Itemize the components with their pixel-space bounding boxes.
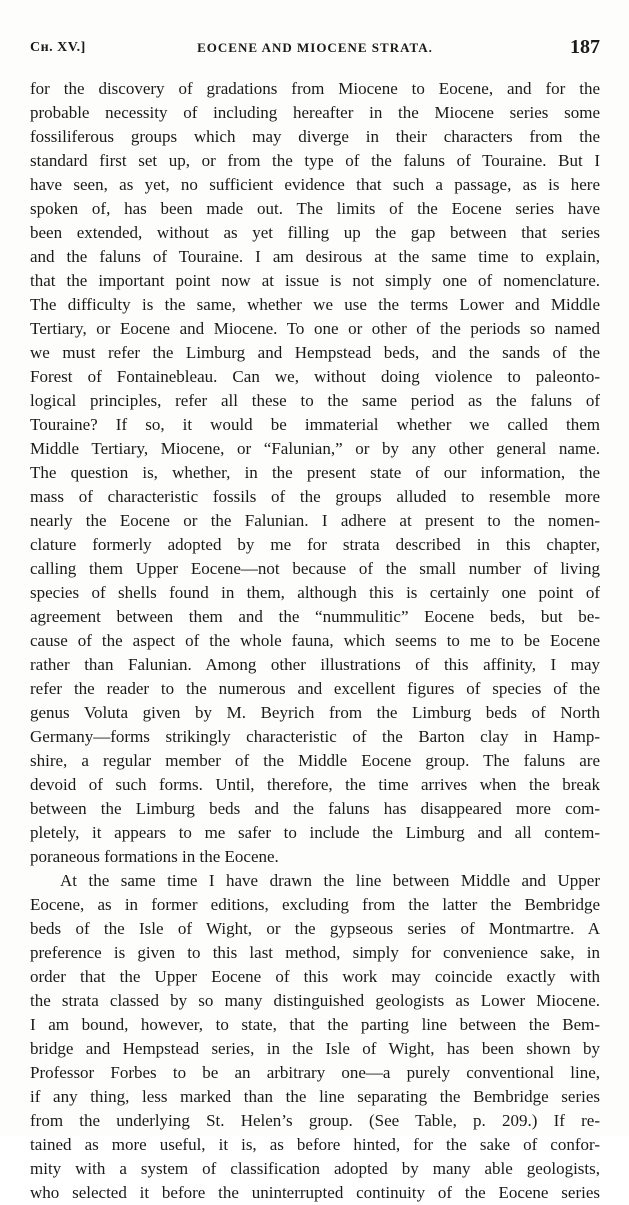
text-line: we must refer the Limburg and Hempstead beds, and the sands of the [30,343,600,362]
text-line: Germany—forms strikingly characteristic of the Barton clay in Hamp- [30,727,600,746]
text-line: bridge and Hempstead series, in the Isle of Wight, has been shown by [30,1039,600,1058]
text-line: for the discovery of gradations from Miocene to Eocene, and for the [30,79,600,98]
text-line: tained as more useful, it is, as before hinted, for the sake of confor- [30,1135,600,1154]
text-line: nearly the Eocene or the Falunian. I adhere at present to the nomen- [30,511,600,530]
text-line: standard first set up, or from the type of the faluns of Touraine. But I [30,151,600,170]
chapter-label: Cʜ. XV.] [30,40,86,55]
text-line: mity with a system of classification adopted by many able geologists, [30,1159,600,1178]
text-line: order that the Upper Eocene of this work may coincide exactly with [30,967,600,986]
text-line: genus Voluta given by M. Beyrich from the Limburg beds of North [30,703,600,722]
text-line: been extended, without as yet filling up the gap between that series [30,223,600,242]
text-line: Forest of Fontainebleau. Can we, without doing violence to paleonto- [30,367,600,386]
text-line: if any thing, less marked than the line separating the Bembridge series [30,1087,600,1106]
text-line: At the same time I have drawn the line between Middle and Upper [60,871,600,890]
text-line: Middle Tertiary, Miocene, or “Falunian,” or by any other general name. [30,439,600,458]
text-line: that the important point now at issue is not simply one of nomenclature. [30,271,600,290]
text-line: Touraine? If so, it would be immaterial whether we called them [30,415,600,434]
text-line: devoid of such forms. Until, therefore, the time arrives when the break [30,775,600,794]
page-header-title: EOCENE AND MIOCENE STRATA. [197,40,433,55]
text-line: and the faluns of Touraine. I am desirous at the same time to explain, [30,247,600,266]
running-head [30,36,600,60]
text-line: mass of characteristic fossils of the groups alluded to resemble more [30,487,600,506]
text-line: from the underlying St. Helen’s group. (See Table, p. 209.) If re- [30,1111,600,1130]
text-line: refer the reader to the numerous and excellent figures of species of the [30,679,600,698]
text-line: agreement between them and the “nummulitic” Eocene beds, but be- [30,607,600,626]
text-line: have seen, as yet, no sufficient evidence that such a passage, as is here [30,175,600,194]
text-line: Tertiary, or Eocene and Miocene. To one or other of the periods so named [30,319,600,338]
text-line: cause of the aspect of the whole fauna, which seems to me to be Eocene [30,631,600,650]
text-line: probable necessity of including hereafter in the Miocene series some [30,103,600,122]
text-line: fossiliferous groups which may diverge in their characters from the [30,127,600,146]
text-line: beds of the Isle of Wight, or the gypseous series of Montmartre. A [30,919,600,938]
body-text [30,77,600,1205]
text-line: The question is, whether, in the present state of our information, the [30,463,600,482]
page-number: 187 [570,36,600,58]
text-line: preference is given to this last method, simply for convenience sake, in [30,943,600,962]
text-line: poraneous formations in the Eocene. [30,847,279,866]
text-line: logical principles, refer all these to the same period as the faluns of [30,391,600,410]
text-line: I am bound, however, to state, that the parting line between the Bem- [30,1015,600,1034]
text-line: calling them Upper Eocene—not because of the small number of living [30,559,600,578]
text-line: rather than Falunian. Among other illustrations of this affinity, I may [30,655,600,674]
text-line: clature formerly adopted by me for strata described in this chapter, [30,535,600,554]
text-line: Eocene, as in former editions, excluding from the latter the Bembridge [30,895,600,914]
text-line: The difficulty is the same, whether we use the terms Lower and Middle [30,295,600,314]
text-line: who selected it before the uninterrupted continuity of the Eocene series [30,1183,600,1202]
text-line: pletely, it appears to me safer to include the Limburg and all contem- [30,823,600,842]
text-line: Professor Forbes to be an arbitrary one—a purely conventional line, [30,1063,600,1082]
text-line: between the Limburg beds and the faluns has disappeared more com- [30,799,600,818]
text-line: shire, a regular member of the Middle Eocene group. The faluns are [30,751,600,770]
text-line: species of shells found in them, although this is certainly one point of [30,583,600,602]
text-line: the strata classed by so many distinguished geologists as Lower Miocene. [30,991,600,1010]
text-line: spoken of, has been made out. The limits of the Eocene series have [30,199,600,218]
